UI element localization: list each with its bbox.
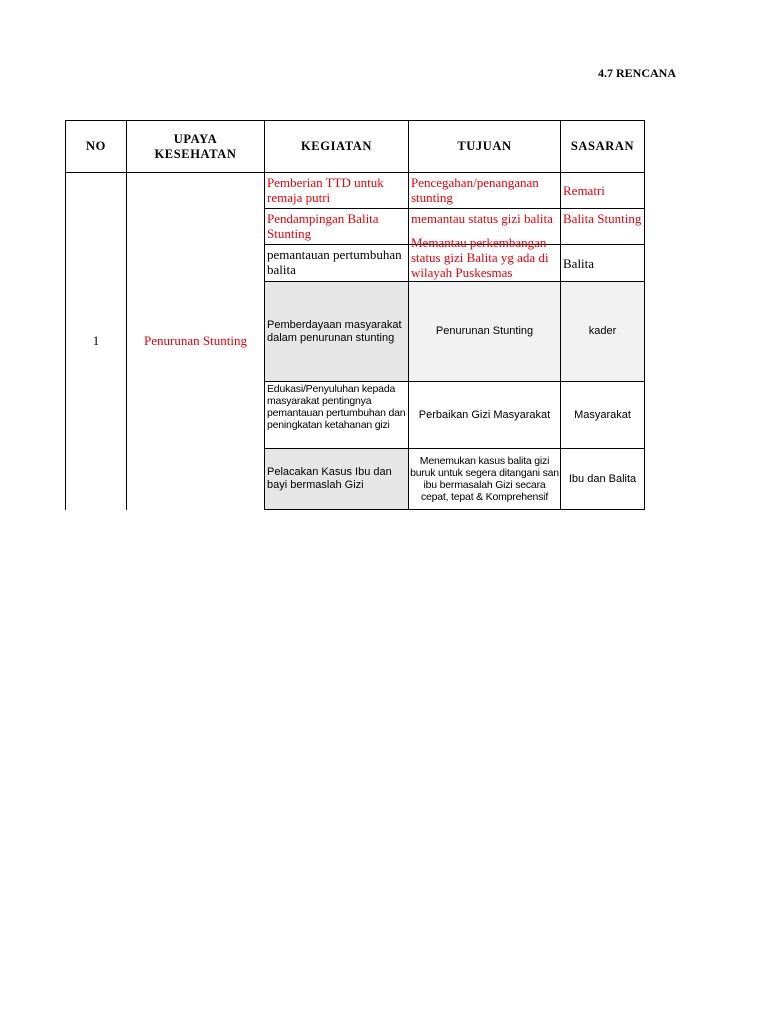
document-title: 4.7 RENCANA — [598, 66, 676, 80]
kegiatan-cell: pemantauan pertumbuhan balita — [264, 244, 409, 282]
sasaran-cell: Ibu dan Balita — [560, 448, 645, 510]
header-sasaran: SASARAN — [560, 120, 645, 173]
row-number: 1 — [92, 332, 100, 348]
tujuan-cell: memantau status gizi balita — [408, 208, 561, 245]
kegiatan-cell: Pemberian TTD untuk remaja putri — [264, 172, 409, 209]
tujuan-cell: Penurunan Stunting — [408, 281, 561, 382]
tujuan-cell: Perbaikan Gizi Masyarakat — [408, 381, 561, 449]
sasaran-cell: kader — [560, 281, 645, 382]
tujuan-cell: Menemukan kasus balita gizi buruk untuk segera ditangani san ibu bermasalah Gizi secara cepat, tepat & Komprehensif — [408, 448, 561, 510]
kegiatan-cell: Edukasi/Penyuluhan kepada masyarakat pentingnya pemantauan pertumbuhan dan peningkatan ketahanan gizi — [264, 381, 409, 449]
tujuan-cell: Pencegahan/penanganan stunting — [408, 172, 561, 209]
tujuan-cell — [408, 235, 561, 282]
header-tujuan: TUJUAN — [408, 120, 561, 173]
upaya-kesehatan-value: Penurunan Stunting — [144, 332, 247, 348]
kegiatan-cell: Pendampingan Balita Stunting — [264, 208, 409, 245]
header-upaya-kesehatan: UPAYA KESEHATAN — [126, 120, 265, 173]
sasaran-cell: Balita Stunting — [560, 208, 645, 245]
sasaran-cell: Balita — [560, 244, 645, 282]
header-no: NO — [65, 120, 127, 173]
kegiatan-cell: Pemberdayaan masyarakat dalam penurunan stunting — [264, 281, 409, 382]
sasaran-cell: Masyarakat — [560, 381, 645, 449]
kegiatan-cell: Pelacakan Kasus Ibu dan bayi bermaslah Gizi — [264, 448, 409, 510]
sasaran-cell: Rematri — [560, 172, 645, 209]
header-kegiatan: KEGIATAN — [264, 120, 409, 173]
tujuan-cell-text: Memantau perkembangan status gizi Balita yg ada di wilayah Puskesmas — [411, 235, 549, 280]
